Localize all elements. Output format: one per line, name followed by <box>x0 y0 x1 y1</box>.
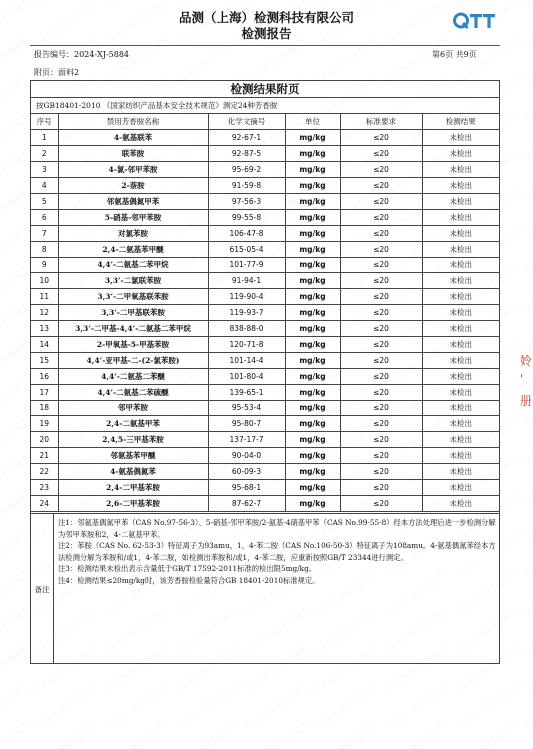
row-number: 3 <box>31 162 58 178</box>
test-result: 未检出 <box>422 289 499 305</box>
test-result: 未检出 <box>422 241 499 257</box>
notes-section <box>31 513 499 663</box>
seal-fragment: ' <box>520 372 524 386</box>
watermark-text <box>384 720 450 749</box>
document-title: 检测报告 <box>241 26 292 41</box>
table-row <box>31 384 499 400</box>
cas-number: 99-55-8 <box>208 209 285 225</box>
cas-number: 101-77-9 <box>208 257 285 273</box>
watermark-text <box>0 340 30 390</box>
table-row <box>31 479 499 495</box>
amine-name: 2,4-二氨基苯甲醚 <box>58 241 208 257</box>
cas-number: 92-87-5 <box>208 146 285 162</box>
watermark-text <box>34 682 100 732</box>
amine-name: 4,4’-二氨基二苯醚 <box>58 368 208 384</box>
cas-number: 90-04-0 <box>208 448 285 464</box>
watermark-text <box>0 302 30 352</box>
watermark-text <box>0 720 30 749</box>
cas-number: 106-47-8 <box>208 225 285 241</box>
standard-limit: ≤20 <box>340 368 422 384</box>
watermark-text <box>314 682 380 732</box>
watermark-text <box>524 112 533 162</box>
watermark-text <box>174 720 240 749</box>
test-result: 未检出 <box>422 130 499 146</box>
amine-name: 2,6-二甲基苯胺 <box>58 495 208 511</box>
cas-number: 91-59-8 <box>208 178 285 194</box>
column-header: 化学文摘号 <box>208 114 285 130</box>
header-divider <box>30 45 500 46</box>
row-number: 14 <box>31 336 58 352</box>
watermark-text <box>524 150 533 200</box>
unit: mg/kg <box>285 321 340 337</box>
amine-name: 邻氨基苯甲醚 <box>58 448 208 464</box>
amine-name: 对氯苯胺 <box>58 225 208 241</box>
unit: mg/kg <box>285 178 340 194</box>
cas-number: 101-80-4 <box>208 368 285 384</box>
row-number: 12 <box>31 305 58 321</box>
standard-limit: ≤20 <box>340 432 422 448</box>
unit: mg/kg <box>285 273 340 289</box>
standard-limit: ≤20 <box>340 384 422 400</box>
amine-name: 4-氯-邻甲苯胺 <box>58 162 208 178</box>
watermark-text <box>174 682 240 732</box>
company-name: 品测（上海）检测科技有限公司 <box>178 10 354 25</box>
amine-name: 2,4,5-三甲基苯胺 <box>58 432 208 448</box>
watermark-text <box>0 226 30 276</box>
amine-name: 2,4-二甲基苯胺 <box>58 479 208 495</box>
cas-number: 95-68-1 <box>208 479 285 495</box>
watermark-text <box>524 74 533 124</box>
watermark-text <box>0 644 30 694</box>
table-row <box>31 416 499 432</box>
cas-number: 139-65-1 <box>208 384 285 400</box>
section-title: 检测结果附页 <box>31 81 499 98</box>
column-header: 标准要求 <box>340 114 422 130</box>
watermark-text <box>0 530 30 580</box>
page-number: 第6页 共9页 <box>432 50 477 59</box>
watermark-text <box>524 492 533 542</box>
row-number: 9 <box>31 257 58 273</box>
standard-limit: ≤20 <box>340 162 422 178</box>
watermark-text <box>0 188 30 238</box>
table-row <box>31 495 499 511</box>
unit: mg/kg <box>285 464 340 480</box>
attachment-label: 附页：面料2 <box>34 68 80 77</box>
watermark-text <box>524 302 533 352</box>
test-result: 未检出 <box>422 178 499 194</box>
test-result: 未检出 <box>422 416 499 432</box>
unit: mg/kg <box>285 432 340 448</box>
watermark-text <box>524 454 533 504</box>
amine-name: 邻甲苯胺 <box>58 400 208 416</box>
row-number: 6 <box>31 209 58 225</box>
amine-name: 5-硝基-邻甲苯胺 <box>58 209 208 225</box>
amine-name: 3,3’-二甲基-4,4’-二氨基二苯甲烷 <box>58 321 208 337</box>
watermark-text <box>314 720 380 749</box>
table-row <box>31 162 499 178</box>
watermark-text <box>0 36 30 86</box>
table-row <box>31 321 499 337</box>
test-result: 未检出 <box>422 257 499 273</box>
test-result: 未检出 <box>422 193 499 209</box>
cas-number: 95-80-7 <box>208 416 285 432</box>
amine-name: 邻氨基偶氮甲苯 <box>58 193 208 209</box>
test-result: 未检出 <box>422 273 499 289</box>
notes-label: 备注 <box>31 514 54 664</box>
watermark-text <box>244 36 310 86</box>
standard-limit: ≤20 <box>340 352 422 368</box>
watermark-text <box>0 568 30 618</box>
unit: mg/kg <box>285 289 340 305</box>
column-header: 禁用芳香胺名称 <box>58 114 208 130</box>
standard-limit: ≤20 <box>340 273 422 289</box>
cas-number: 101-14-4 <box>208 352 285 368</box>
amine-name: 2-萘胺 <box>58 178 208 194</box>
test-result: 未检出 <box>422 146 499 162</box>
seal-fragment: 册 <box>520 394 533 408</box>
row-number: 13 <box>31 321 58 337</box>
unit: mg/kg <box>285 241 340 257</box>
unit: mg/kg <box>285 225 340 241</box>
cas-number: 95-69-2 <box>208 162 285 178</box>
watermark-text <box>384 36 450 86</box>
watermark-text <box>524 720 533 749</box>
notes-body <box>58 517 496 586</box>
row-number: 8 <box>31 241 58 257</box>
watermark-text <box>244 682 310 732</box>
row-number: 2 <box>31 146 58 162</box>
row-number: 21 <box>31 448 58 464</box>
cas-number: 615-05-4 <box>208 241 285 257</box>
unit: mg/kg <box>285 162 340 178</box>
standard-limit: ≤20 <box>340 193 422 209</box>
cas-number: 120-71-8 <box>208 336 285 352</box>
cas-number: 137-17-7 <box>208 432 285 448</box>
note-3: 注3：检测结果未检出表示含量低于GB/T 17592-2011标准的检出限5mg/kg。 <box>58 564 317 573</box>
watermark-text <box>244 720 310 749</box>
cas-number: 95-53-4 <box>208 400 285 416</box>
watermark-text <box>524 568 533 618</box>
cas-number: 91-94-1 <box>208 273 285 289</box>
unit: mg/kg <box>285 448 340 464</box>
amine-name: 3,3’-二氯联苯胺 <box>58 273 208 289</box>
unit: mg/kg <box>285 384 340 400</box>
standard-limit: ≤20 <box>340 130 422 146</box>
cas-number: 119-90-4 <box>208 289 285 305</box>
row-number: 22 <box>31 464 58 480</box>
table-body <box>31 130 499 511</box>
watermark-text <box>524 226 533 276</box>
row-number: 10 <box>31 273 58 289</box>
watermark-text <box>524 644 533 694</box>
watermark-text <box>174 36 240 86</box>
standard-limit: ≤20 <box>340 178 422 194</box>
test-result: 未检出 <box>422 305 499 321</box>
test-result: 未检出 <box>422 448 499 464</box>
cas-number: 97-56-3 <box>208 193 285 209</box>
company-logo <box>452 11 498 30</box>
watermark-text <box>0 682 30 732</box>
table-row <box>31 146 499 162</box>
test-result: 未检出 <box>422 321 499 337</box>
note-2: 注2：苯胺（CAS No. 62-53-3）特征离子为93amu，1，4-苯二胺（CAS No.106-50-3）特征离子为108amu。4-氨基偶氮苯经本方法检测分解为苯胺和/或1，4-苯二胺，如检测出苯胺和/或1，4-苯二胺，应重新按照GB/T 23344进行测定。 <box>58 541 496 562</box>
unit: mg/kg <box>285 146 340 162</box>
test-result: 未检出 <box>422 464 499 480</box>
report-number: 报告编号：2024-XJ-5884 <box>34 50 130 59</box>
watermark-text <box>524 530 533 580</box>
row-number: 16 <box>31 368 58 384</box>
test-result: 未检出 <box>422 162 499 178</box>
table-row <box>31 448 499 464</box>
column-header: 检测结果 <box>422 114 499 130</box>
test-result: 未检出 <box>422 384 499 400</box>
table-row <box>31 464 499 480</box>
standard-limit: ≤20 <box>340 241 422 257</box>
standard-limit: ≤20 <box>340 495 422 511</box>
unit: mg/kg <box>285 495 340 511</box>
table-row <box>31 241 499 257</box>
results-table <box>31 114 499 512</box>
amine-name: 联苯胺 <box>58 146 208 162</box>
table-row <box>31 273 499 289</box>
row-number: 18 <box>31 400 58 416</box>
amine-name: 2,4-二氨基甲苯 <box>58 416 208 432</box>
unit: mg/kg <box>285 368 340 384</box>
table-row <box>31 178 499 194</box>
test-result: 未检出 <box>422 352 499 368</box>
column-header: 单位 <box>285 114 340 130</box>
row-number: 17 <box>31 384 58 400</box>
watermark-text <box>0 454 30 504</box>
watermark-text <box>524 416 533 466</box>
unit: mg/kg <box>285 257 340 273</box>
watermark-text <box>104 720 170 749</box>
watermark-text <box>104 36 170 86</box>
cas-number: 92-67-1 <box>208 130 285 146</box>
standard-limit: ≤20 <box>340 209 422 225</box>
standard-limit: ≤20 <box>340 464 422 480</box>
standard-limit: ≤20 <box>340 321 422 337</box>
test-result: 未检出 <box>422 432 499 448</box>
results-section <box>30 80 500 664</box>
standard-limit: ≤20 <box>340 479 422 495</box>
watermark-text <box>0 492 30 542</box>
watermark-text <box>0 264 30 314</box>
table-row <box>31 432 499 448</box>
standard-limit: ≤20 <box>340 225 422 241</box>
note-4: 注4：检测结果≤20mg/kg时，该芳香胺检验量符合GB 18401-2010标准规定。 <box>58 575 320 585</box>
seal-fragment: 姈 <box>520 354 533 368</box>
row-number: 1 <box>31 130 58 146</box>
watermark-text <box>524 188 533 238</box>
test-result: 未检出 <box>422 225 499 241</box>
test-result: 未检出 <box>422 495 499 511</box>
table-row <box>31 209 499 225</box>
row-number: 19 <box>31 416 58 432</box>
table-row <box>31 352 499 368</box>
row-number: 4 <box>31 178 58 194</box>
unit: mg/kg <box>285 400 340 416</box>
standard-limit: ≤20 <box>340 336 422 352</box>
table-row <box>31 289 499 305</box>
standard-limit: ≤20 <box>340 146 422 162</box>
unit: mg/kg <box>285 352 340 368</box>
unit: mg/kg <box>285 416 340 432</box>
watermark-text <box>34 36 100 86</box>
watermark-text <box>454 720 520 749</box>
row-number: 20 <box>31 432 58 448</box>
watermark-text <box>0 416 30 466</box>
test-result: 未检出 <box>422 479 499 495</box>
unit: mg/kg <box>285 336 340 352</box>
test-result: 未检出 <box>422 400 499 416</box>
table-row <box>31 225 499 241</box>
amine-name: 4,4’-二氨基二苯甲烷 <box>58 257 208 273</box>
watermark-text <box>0 378 30 428</box>
unit: mg/kg <box>285 209 340 225</box>
table-row <box>31 193 499 209</box>
watermark-text <box>314 36 380 86</box>
unit: mg/kg <box>285 479 340 495</box>
watermark-text <box>0 150 30 200</box>
table-row <box>31 305 499 321</box>
watermark-text <box>0 74 30 124</box>
row-number: 11 <box>31 289 58 305</box>
note-1: 注1：邻氨基偶氮甲苯（CAS No.97-56-3）、5-硝基-邻甲苯胺/2-氨基-4硝基甲苯（CAS No.99-55-8）经本方法处理后进一步检测分解为邻甲苯胺和2，4-二氨基甲苯。 <box>58 518 496 539</box>
table-row <box>31 130 499 146</box>
cas-number: 87-62-7 <box>208 495 285 511</box>
test-standard: 按GB18401-2010 《国家纺织产品基本安全技术规范》测定24种芳香胺 <box>31 98 499 114</box>
watermark-text <box>524 682 533 732</box>
unit: mg/kg <box>285 130 340 146</box>
watermark-text <box>0 606 30 656</box>
standard-limit: ≤20 <box>340 289 422 305</box>
test-result: 未检出 <box>422 368 499 384</box>
watermark-text <box>524 264 533 314</box>
watermark-text <box>104 682 170 732</box>
table-row <box>31 368 499 384</box>
cas-number: 119-93-7 <box>208 305 285 321</box>
qtt-logo-icon <box>452 11 498 30</box>
table-row <box>31 257 499 273</box>
table-header-row <box>31 114 499 130</box>
watermark-text <box>454 682 520 732</box>
watermark-text <box>384 682 450 732</box>
cas-number: 60-09-3 <box>208 464 285 480</box>
table-row <box>31 400 499 416</box>
test-result: 未检出 <box>422 209 499 225</box>
watermark-text <box>0 112 30 162</box>
amine-name: 2-甲氧基-5-甲基苯胺 <box>58 336 208 352</box>
amine-name: 4,4’-亚甲基-二-(2-氯苯胺) <box>58 352 208 368</box>
cas-number: 838-88-0 <box>208 321 285 337</box>
row-number: 5 <box>31 193 58 209</box>
row-number: 15 <box>31 352 58 368</box>
watermark-text <box>524 36 533 86</box>
amine-name: 4-氨基偶氮苯 <box>58 464 208 480</box>
column-header: 序号 <box>31 114 58 130</box>
amine-name: 4,4’-二氨基二苯硫醚 <box>58 384 208 400</box>
amine-name: 3,3’-二甲氧基联苯胺 <box>58 289 208 305</box>
unit: mg/kg <box>285 305 340 321</box>
standard-limit: ≤20 <box>340 400 422 416</box>
row-number: 7 <box>31 225 58 241</box>
row-number: 24 <box>31 495 58 511</box>
watermark-text <box>454 36 520 86</box>
standard-limit: ≤20 <box>340 257 422 273</box>
standard-limit: ≤20 <box>340 305 422 321</box>
watermark-text <box>524 606 533 656</box>
test-result: 未检出 <box>422 336 499 352</box>
watermark-text <box>34 720 100 749</box>
unit: mg/kg <box>285 193 340 209</box>
table-row <box>31 336 499 352</box>
standard-limit: ≤20 <box>340 448 422 464</box>
amine-name: 3,3’-二甲基联苯胺 <box>58 305 208 321</box>
row-number: 23 <box>31 479 58 495</box>
standard-limit: ≤20 <box>340 416 422 432</box>
amine-name: 4-氨基联苯 <box>58 130 208 146</box>
